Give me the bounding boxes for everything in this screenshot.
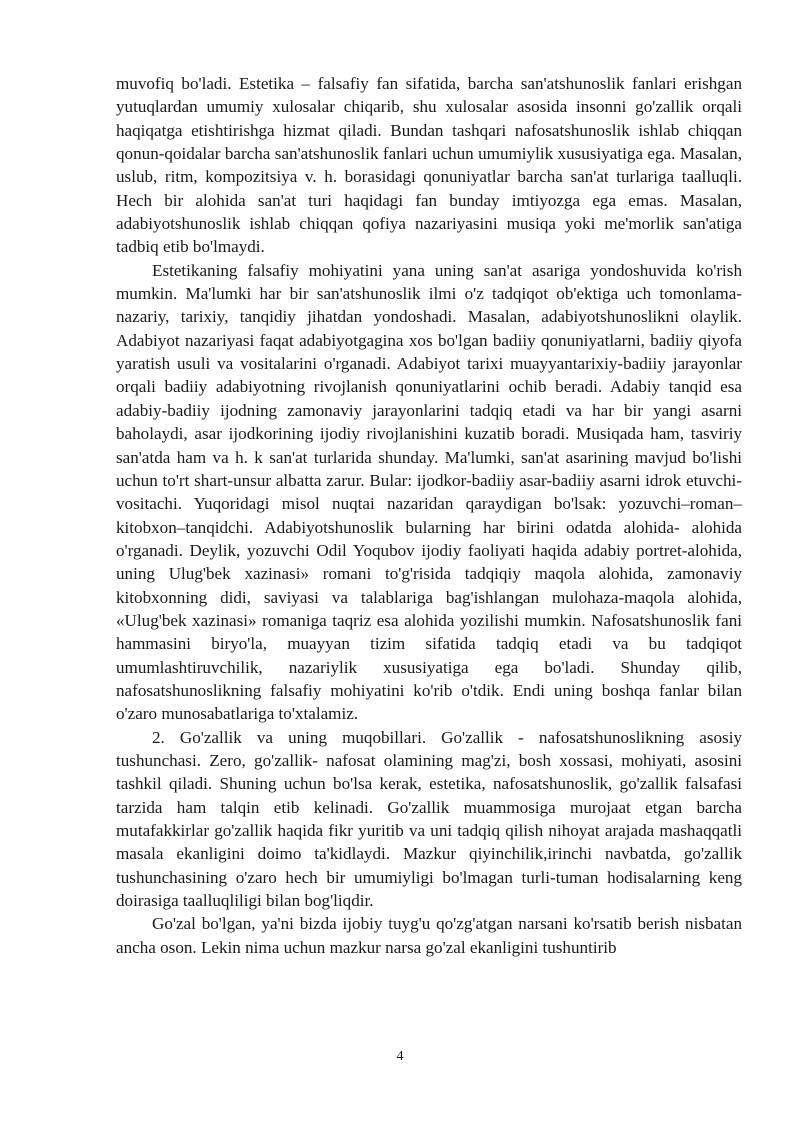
body-text bbox=[116, 72, 742, 959]
paragraph-2: Estetikaning falsafiy mohiyatini yana uning san'at asariga yondoshuvida ko'rish mumkin. Ma'lumki har bir san'atshunoslik ilmi o'z tadqiqot ob'ektiga uch tomonlama- nazariy, tarixiy, tanqidiy jihatdan yondoshadi. Masalan, adabiyotshunoslikni olaylik. Adabiyot nazariyasi faqat adabiyotgagina xos bo'lgan badiiy qonuniyatlarni, badiiy qiyofa yaratish usuli va vositalarini o'rganadi. Adabiyot tarixi muayyantarixiy-badiiy jarayonlar orqali badiiy adabiyotning rivojlanish qonuniyatlarini ochib beradi. Adabiy tanqid esa adabiy-badiiy ijodning zamonaviy jarayonlarini tadqiq etadi va har bir yangi asarni baholaydi, asar ijodkorining ijodiy rivojlanishini kuzatib boradi. Musiqada ham, tasviriy san'atda ham va h. k san'at turlarida shunday. Ma'lumki, san'at asarining mavjud bo'lishi uchun to'rt shart-unsur albatta zarur. Bular: ijodkor-badiiy asar-badiiy asarni idrok etuvchi-vositachi. Yuqoridagi misol nuqtai nazaridan qaraydigan bo'lsak: yozuvchi–roman–kitobxon–tanqidchi. Adabiyotshunoslik bularning har birini odatda alohida- alohida o'rganadi. Deylik, yozuvchi Odil Yoqubov ijodiy faoliyati haqida adabiy portret-alohida, uning Ulug'bek xazinasi» romani to'g'risida tadqiqiy maqola alohida, zamonaviy kitobxonning didi, saviyasi va talablariga bag'ishlangan mulohaza-maqola alohida, «Ulug'bek xazinasi» romaniga taqriz esa alohida yozilishi mumkin. Nafosatshunoslik fani hammasini biryo'la, muayyan tizim sifatida tadqiq etadi va bu tadqiqot umumlashtiruvchilik, nazariylik xususiyatiga ega bo'ladi. Shunday qilib, nafosatshunoslikning falsafiy mohiyatini ko'rib o'tdik. Endi uning boshqa fanlar bilan o'zaro munosabatlariga to'xtalamiz. bbox=[116, 260, 742, 724]
paragraph-4: Go'zal bo'lgan, ya'ni bizda ijobiy tuyg'u qo'zg'atgan narsani ko'rsatib berish nisbatan ancha oson. Lekin nima uchun mazkur narsa go'zal ekanligini tushuntirib bbox=[116, 914, 742, 957]
page-number: 4 bbox=[396, 1049, 404, 1064]
paragraph-3: 2. Go'zallik va uning muqobillari. Go'zallik - nafosatshunoslikning asosiy tushunchasi. Zero, go'zallik- nafosat olamining mag'zi, bosh xossasi, mohiyati, asosini tashkil qiladi. Shuning uchun bo'lsa kerak, estetika, nafosatshunoslik, go'zallik falsafasi tarzida ham talqin etib kelinadi. Go'zallik muammosiga murojaat etgan barcha mutafakkirlar go'zallik haqida fikr yuritib va uni tadqiq qilish nihoyat arajada mashaqqatli masala ekanligini doimo ta'kidlaydi. Mazkur qiyinchilik,irinchi navbatda, go'zallik tushunchasining o'zaro hech bir umumiyligi bo'lmagan turli-tuman hodisalarning keng doirasiga taalluqliligi bilan bog'liqdir. bbox=[116, 727, 742, 911]
paragraph-1: muvofiq bo'ladi. Estetika – falsafiy fan sifatida, barcha san'atshunoslik fanlari erishgan yutuqlardan umumiy xulosalar chiqarib, shu xulosalar asosida insonni go'zallik orqali haqiqatga etishtirishga hizmat qiladi. Bundan tashqari nafosatshunoslik ishlab chiqqan qonun-qoidalar barcha san'atshunoslik fanlari uchun umumiylik xususiyatiga ega. Masalan, uslub, ritm, kompozitsiya v. h. borasidagi qonuniyatlar barcha san'at turlariga taalluqli. Hech bir alohida san'at turi haqidagi fan bunday imtiyozga ega emas. Masalan, adabiyotshunoslik ishlab chiqqan qofiya nazariyasini musiqa yoki me'morlik san'atiga tadbiq etib bo'lmaydi. bbox=[116, 74, 742, 257]
